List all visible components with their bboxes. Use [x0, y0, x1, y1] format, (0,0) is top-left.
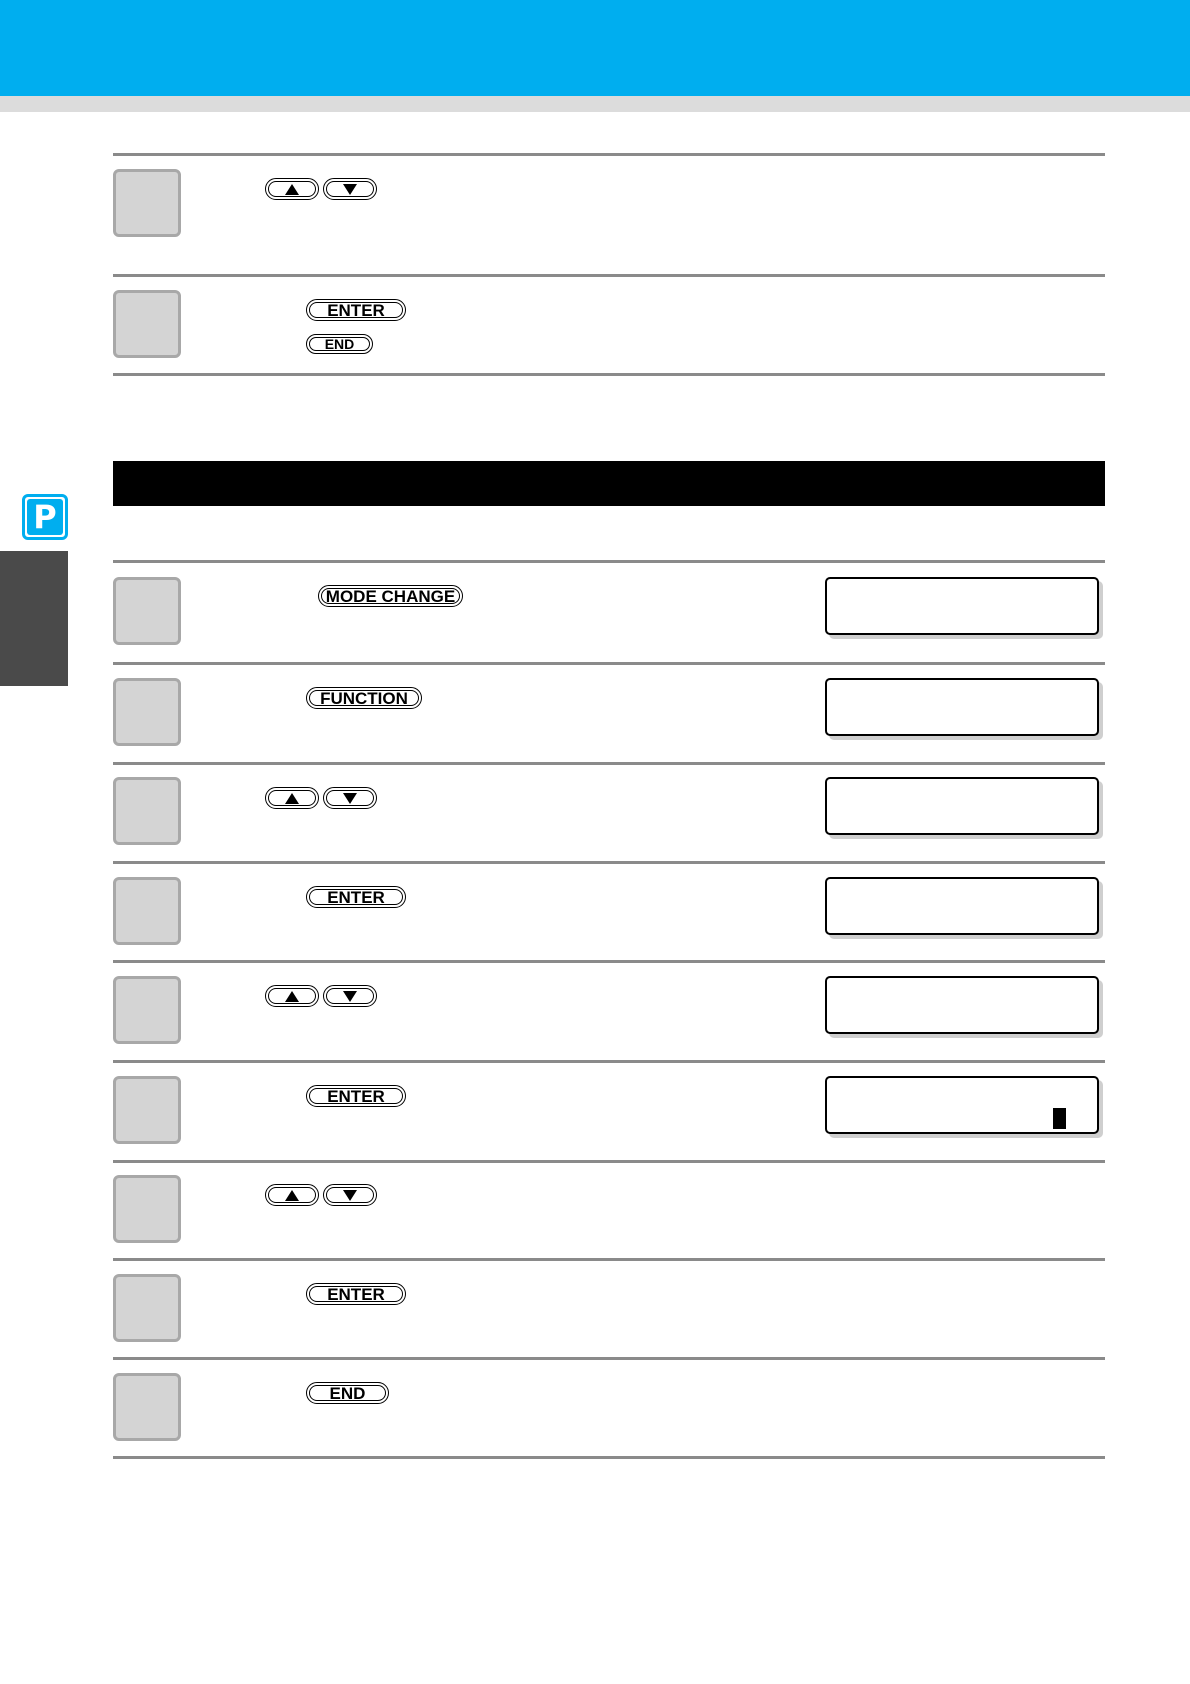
step-number-box — [113, 1274, 181, 1342]
divider-rule — [113, 373, 1105, 376]
arrow-up-icon — [285, 184, 299, 195]
arrow-down-icon — [343, 1190, 357, 1201]
lcd-display — [825, 877, 1099, 935]
up-key[interactable] — [265, 787, 319, 809]
mode-change-key[interactable] — [318, 585, 463, 607]
divider-rule — [113, 274, 1105, 277]
enter-key-label: ENTER — [327, 300, 385, 320]
step-number-box — [113, 1076, 181, 1144]
divider-rule — [113, 861, 1105, 864]
function-key-label: FUNCTION — [320, 688, 408, 708]
step-number-box — [113, 290, 181, 358]
up-key[interactable] — [265, 985, 319, 1007]
p-badge-icon — [22, 494, 68, 540]
enter-key[interactable] — [306, 299, 406, 321]
arrow-down-icon — [343, 793, 357, 804]
step-number-box — [113, 1373, 181, 1441]
divider-rule — [113, 762, 1105, 765]
enter-key-label: ENTER — [327, 1284, 385, 1304]
arrow-down-icon — [343, 991, 357, 1002]
function-key[interactable] — [306, 687, 422, 709]
lcd-display — [825, 777, 1099, 835]
p-badge-letter: P — [27, 499, 63, 535]
lcd-cursor — [1053, 1108, 1066, 1129]
divider-rule — [113, 662, 1105, 665]
divider-rule — [113, 960, 1105, 963]
mode-change-key-label: MODE CHANGE — [325, 586, 456, 606]
arrow-down-icon — [343, 184, 357, 195]
lcd-display — [825, 976, 1099, 1034]
step-number-box — [113, 976, 181, 1044]
step-number-box — [113, 877, 181, 945]
enter-key[interactable] — [306, 886, 406, 908]
step-number-box — [113, 169, 181, 237]
down-key[interactable] — [323, 1184, 377, 1206]
lcd-display — [825, 678, 1099, 736]
header-bar — [0, 0, 1190, 96]
end-key-label: END — [329, 1383, 366, 1403]
divider-rule — [113, 1060, 1105, 1063]
divider-rule — [113, 1357, 1105, 1360]
enter-key-label: ENTER — [327, 1086, 385, 1106]
down-key[interactable] — [323, 178, 377, 200]
chapter-side-tab — [0, 551, 68, 686]
enter-key[interactable] — [306, 1283, 406, 1305]
arrow-up-icon — [285, 1190, 299, 1201]
divider-rule — [113, 1258, 1105, 1261]
down-key[interactable] — [323, 985, 377, 1007]
section-heading-bar — [113, 461, 1105, 506]
divider-rule — [113, 153, 1105, 156]
enter-key-label: ENTER — [327, 887, 385, 907]
step-number-box — [113, 777, 181, 845]
arrow-up-icon — [285, 793, 299, 804]
end-key[interactable] — [306, 1382, 389, 1404]
header-strip — [0, 96, 1190, 112]
divider-rule — [113, 560, 1105, 563]
up-key[interactable] — [265, 178, 319, 200]
step-number-box — [113, 678, 181, 746]
end-key[interactable] — [306, 334, 373, 354]
divider-rule — [113, 1456, 1105, 1459]
up-key[interactable] — [265, 1184, 319, 1206]
divider-rule — [113, 1160, 1105, 1163]
step-number-box — [113, 1175, 181, 1243]
step-number-box — [113, 577, 181, 645]
lcd-display — [825, 577, 1099, 635]
lcd-display — [825, 1076, 1099, 1134]
enter-key[interactable] — [306, 1085, 406, 1107]
down-key[interactable] — [323, 787, 377, 809]
arrow-up-icon — [285, 991, 299, 1002]
end-key-label: END — [324, 336, 355, 352]
